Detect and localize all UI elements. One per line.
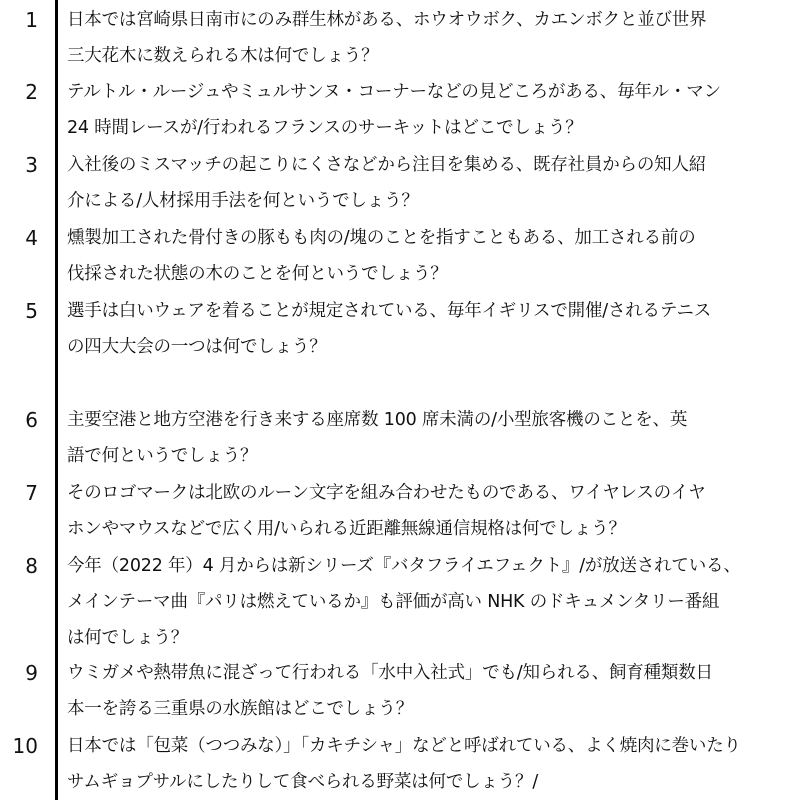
question-text [67,220,779,292]
question-number: 8 [25,554,38,578]
question-text [67,74,779,146]
question-text-line: は何でしょう？ [67,628,189,648]
question-text-line: 介による/人材採用手法を何というでしょう？ [67,191,419,211]
question-text-line: 日本では宮崎県日南市にのみ群生林がある、ホウオウボク、カエンボクと並び世界 [67,10,707,30]
question-number: 2 [25,80,38,104]
question-text [67,548,779,656]
question-text-line: 日本では「包菜（つつみな）」「カキチシャ」などと呼ばれている、よく焼肉に巻いたり [67,736,741,756]
question-text-line: 語で何というでしょう？ [67,446,258,466]
question-text-line: ウミガメや熱帯魚に混ざって行われる「水中入社式」でも/知られる、飼育種類数日 [67,663,713,683]
question-text-line: の四大大会の一つは何でしょう？ [67,337,327,357]
question-number: 6 [25,408,38,432]
question-number: 7 [25,481,38,505]
question-text [67,293,779,365]
question-text-line: ホンやマウスなどで広く用/いられる近距離無線通信規格は何でしょう？ [67,519,626,539]
question-text [67,402,779,474]
question-text-line: そのロゴマークは北欧のルーン文字を組み合わせたものである、ワイヤレスのイヤ [67,483,706,503]
vertical-divider [55,0,58,800]
question-text-line: 今年（2022 年）4 月からは新シリーズ『バタフライエフェクト』/が放送されている、 [67,556,741,576]
question-number: 1 [25,8,38,32]
question-text [67,728,779,800]
question-text [67,2,779,74]
question-text-line: サムギョプサルにしたりして食べられる野菜は何でしょう？/ [67,772,539,792]
question-text-line: 入社後のミスマッチの起こりにくさなどから注目を集める、既存社員からの知人紹 [67,155,707,175]
question-text-line: 本一を誇る三重県の水族館はどこでしょう？ [67,699,413,719]
question-text-line: 主要空港と地方空港を行き来する座席数 100 席未満の/小型旅客機のことを、英 [67,410,688,430]
question-text-line: テルトル・ルージュやミュルサンヌ・コーナーなどの見どころがある、毎年ル・マン [67,82,721,102]
question-text-line: メインテーマ曲『パリは燃えているか』も評価が高い NHK のドキュメンタリー番組 [67,592,720,612]
question-text-line: 燻製加工された骨付きの豚もも肉の/塊のことを指すこともある、加工される前の [67,228,696,248]
question-text [67,655,779,727]
question-number: 4 [25,226,38,250]
question-text-line: 選手は白いウェアを着ることが規定されている、毎年イギリスで開催/されるテニス [67,301,712,321]
question-text-line: 伐採された状態の木のことを何というでしょう？ [67,264,448,284]
question-text-line: 24 時間レースが/行われるフランスのサーキットはどこでしょう？ [67,118,583,138]
question-number: 5 [25,299,38,323]
question-number: 3 [25,153,38,177]
question-number: 9 [25,661,38,685]
question-text-line: 三大花木に数えられる木は何でしょう？ [67,46,379,66]
question-text [67,475,779,547]
question-text [67,147,779,219]
question-number: 10 [12,734,38,758]
